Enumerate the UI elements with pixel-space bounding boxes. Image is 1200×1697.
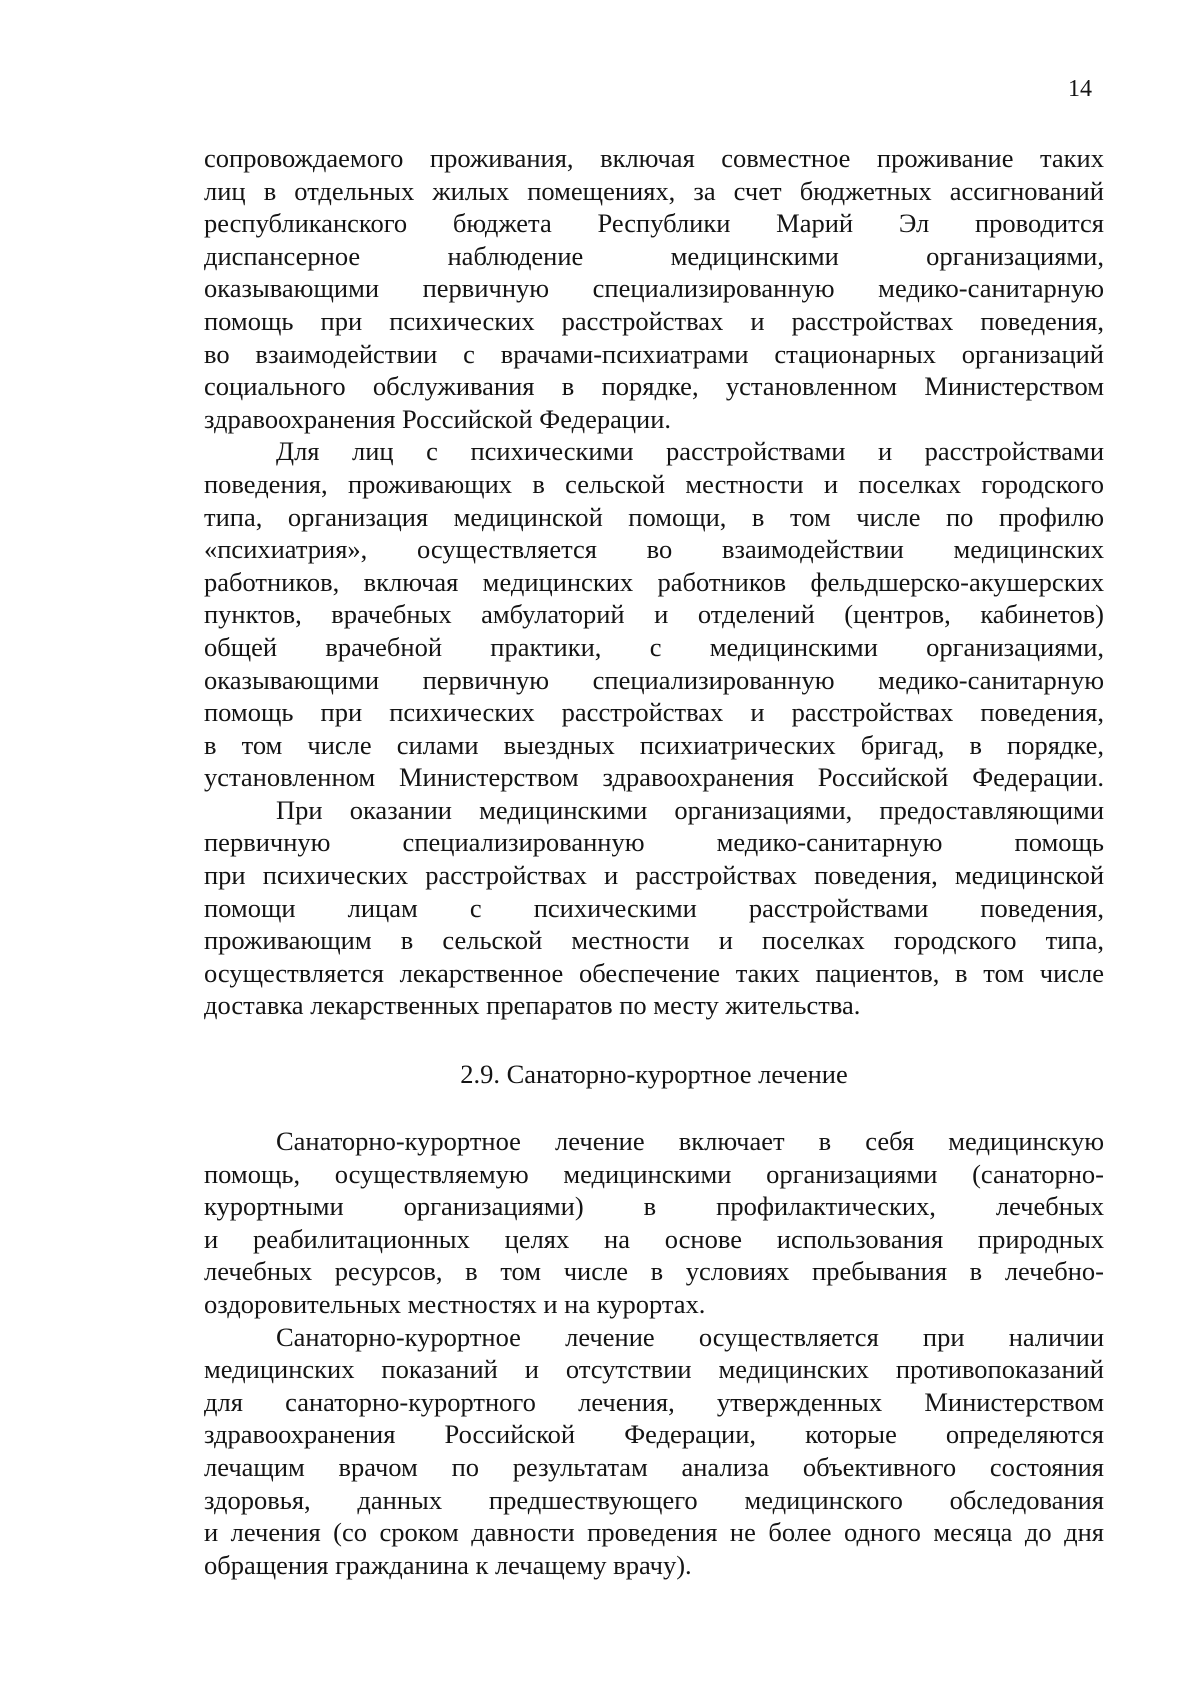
text-line: первичную специализированную медико-санитарную помощь	[204, 827, 1104, 858]
text-line: республиканского бюджета Республики Марий Эл проводится	[204, 208, 1104, 239]
text-line: Санаторно-курортное лечение включает в себя медицинскую	[276, 1126, 1104, 1156]
text-line: доставка лекарственных препаратов по месту жительства.	[204, 990, 861, 1021]
text-line: при психических расстройствах и расстройствах поведения, медицинской	[204, 860, 1104, 891]
text-line: работников, включая медицинских работников фельдшерско-акушерских	[204, 566, 1104, 597]
body-text-block-2	[204, 1125, 1104, 1581]
text-line: и лечения (со сроком давности проведения не более одного месяца до дня	[204, 1517, 1104, 1548]
text-line: медицинских показаний и отсутствии медицинских противопоказаний	[204, 1354, 1104, 1385]
text-line: проживающим в сельской местности и поселках городского типа,	[204, 925, 1104, 956]
text-line: поведения, проживающих в сельской местности и поселках городского	[204, 468, 1104, 499]
text-line: «психиатрия», осуществляется во взаимодействии медицинских	[204, 534, 1104, 565]
text-line: Для лиц с психическими расстройствами и расстройствами	[276, 436, 1104, 467]
body-text-block-1	[204, 142, 1104, 1022]
text-line: для санаторно-курортного лечения, утвержденных Министерством	[204, 1386, 1104, 1417]
text-line: Санаторно-курортное лечение осуществляется при наличии	[276, 1321, 1104, 1352]
text-line: общей врачебной практики, с медицинскими организациями,	[204, 631, 1104, 662]
text-line: здравоохранения Российской Федерации, которые определяются	[204, 1419, 1104, 1450]
text-line: диспансерное наблюдение медицинскими организациями,	[204, 240, 1104, 271]
text-line: сопровождаемого проживания, включая совместное проживание таких	[204, 143, 1104, 173]
text-line: помощь при психических расстройствах и расстройствах поведения,	[204, 697, 1104, 728]
section-heading: 2.9. Санаторно-курортное лечение	[460, 1059, 848, 1089]
text-line: здравоохранения Российской Федерации.	[204, 403, 672, 434]
text-line: лечебных ресурсов, в том числе в условиях пребывания в лечебно-	[204, 1256, 1104, 1287]
text-line: установленном Министерством здравоохранения Российской Федерации.	[204, 762, 1104, 793]
text-line: оказывающими первичную специализированную медико-санитарную	[204, 664, 1104, 695]
text-line: социального обслуживания в порядке, установленном Министерством	[204, 371, 1104, 402]
text-line: осуществляется лекарственное обеспечение таких пациентов, в том числе	[204, 957, 1104, 988]
text-line: помощи лицам с психическими расстройствами поведения,	[204, 892, 1104, 923]
text-line: помощь, осуществляемую медицинскими организациями (санаторно-	[204, 1158, 1104, 1189]
text-line: типа, организация медицинской помощи, в том числе по профилю	[204, 501, 1104, 532]
text-line: курортными организациями) в профилактических, лечебных	[204, 1191, 1104, 1222]
text-line: лечащим врачом по результатам анализа объективного состояния	[204, 1451, 1104, 1482]
text-line: в том числе силами выездных психиатрических бригад, в порядке,	[204, 729, 1104, 760]
text-line: При оказании медицинскими организациями, предоставляющими	[276, 794, 1104, 825]
text-line: здоровья, данных предшествующего медицинского обследования	[204, 1484, 1104, 1515]
text-line: пунктов, врачебных амбулаторий и отделений (центров, кабинетов)	[204, 599, 1104, 630]
text-line: обращения гражданина к лечащему врачу).	[204, 1549, 692, 1580]
text-line: помощь при психических расстройствах и расстройствах поведения,	[204, 305, 1104, 336]
text-line: оздоровительных местностях и на курортах.	[204, 1288, 706, 1319]
text-line: оказывающими первичную специализированную медико-санитарную	[204, 273, 1104, 304]
text-line: и реабилитационных целях на основе использования природных	[204, 1223, 1104, 1254]
page-number: 14	[1068, 76, 1092, 102]
text-line: во взаимодействии с врачами-психиатрами стационарных организаций	[204, 338, 1104, 369]
text-line: лиц в отдельных жилых помещениях, за счет бюджетных ассигнований	[204, 175, 1104, 206]
